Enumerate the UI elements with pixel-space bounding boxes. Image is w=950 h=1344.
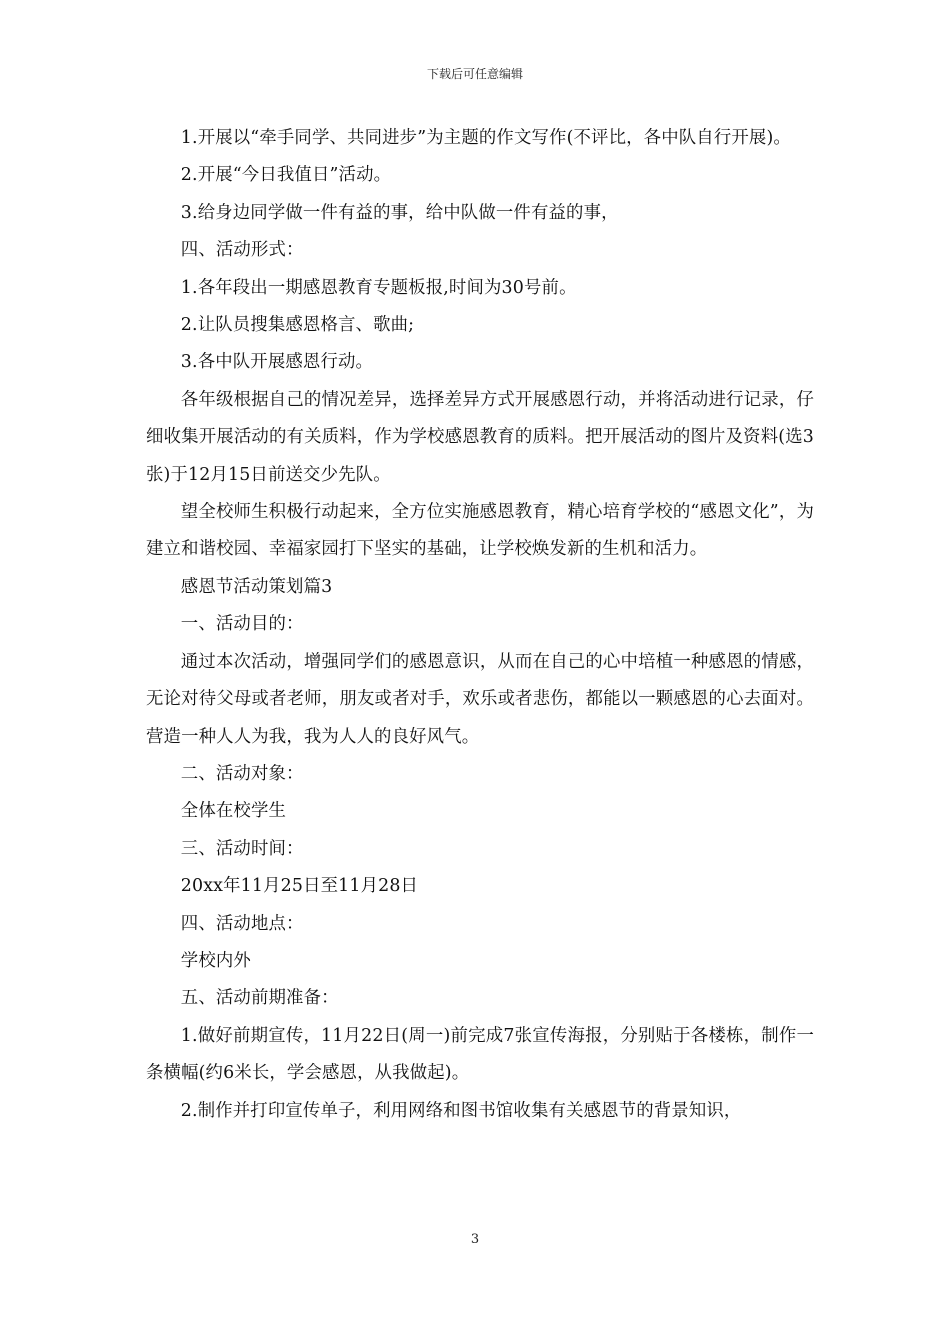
paragraph: 2.让队员搜集感恩格言、歌曲; <box>180 315 415 336</box>
paragraph: 望全校师生积极行动起来，全方位实施感恩教育，精心培育学校的“感恩文化”，为建立和谐校园、幸福家园打下坚实的基础，让学校焕发新的生机和活力。 <box>146 502 814 560</box>
page-number: 3 <box>470 1232 480 1247</box>
section-heading: 五、活动前期准备： <box>180 988 339 1009</box>
section-heading: 三、活动时间： <box>180 838 304 859</box>
paragraph: 通过本次活动，增强同学们的感恩意识，从而在自己的心中培植一种感恩的情感，无论对待父母或者老师，朋友或者对手，欢乐或者悲伤，都能以一颗感恩的心去面对。营造一种人人为我，我为人人的良好风气。 <box>146 651 814 747</box>
document-body <box>146 120 814 1130</box>
section-heading: 一、活动目的： <box>180 614 304 635</box>
paragraph: 20xx年11月25日至11月28日 <box>180 876 419 897</box>
paragraph: 全体在校学生 <box>180 801 287 822</box>
paragraph: 学校内外 <box>180 950 251 971</box>
section-heading: 四、活动地点： <box>180 913 304 934</box>
paragraph: 1.开展以“牵手同学、共同进步”为主题的作文写作(不评比，各中队自行开展)。 <box>180 128 791 148</box>
paragraph: 3.各中队开展感恩行动。 <box>180 352 374 373</box>
paragraph: 2.制作并打印宣传单子，利用网络和图书馆收集有关感恩节的背景知识， <box>180 1100 742 1121</box>
paragraph: 1.各年段出一期感恩教育专题板报,时间为30号前。 <box>180 277 577 298</box>
section-heading: 四、活动形式： <box>180 240 304 261</box>
article-title: 感恩节活动策划篇3 <box>180 576 333 597</box>
paragraph: 3.给身边同学做一件有益的事，给中队做一件有益的事， <box>180 202 619 223</box>
paragraph: 各年级根据自己的情况差异，选择差异方式开展感恩行动，并将活动进行记录，仔细收集开展活动的有关质料，作为学校感恩教育的质料。把开展活动的图片及资料(选3张)于12月15日前送交少先队。 <box>146 389 814 485</box>
section-heading: 二、活动对象： <box>180 763 304 784</box>
paragraph: 1.做好前期宣传，11月22日(周一)前完成7张宣传海报，分别贴于各楼栋，制作一条横幅(约6米长，学会感恩，从我做起)。 <box>146 1025 814 1084</box>
paragraph: 2.开展“今日我值日”活动。 <box>180 165 392 186</box>
page-header: 下载后可任意编辑 <box>426 67 523 81</box>
